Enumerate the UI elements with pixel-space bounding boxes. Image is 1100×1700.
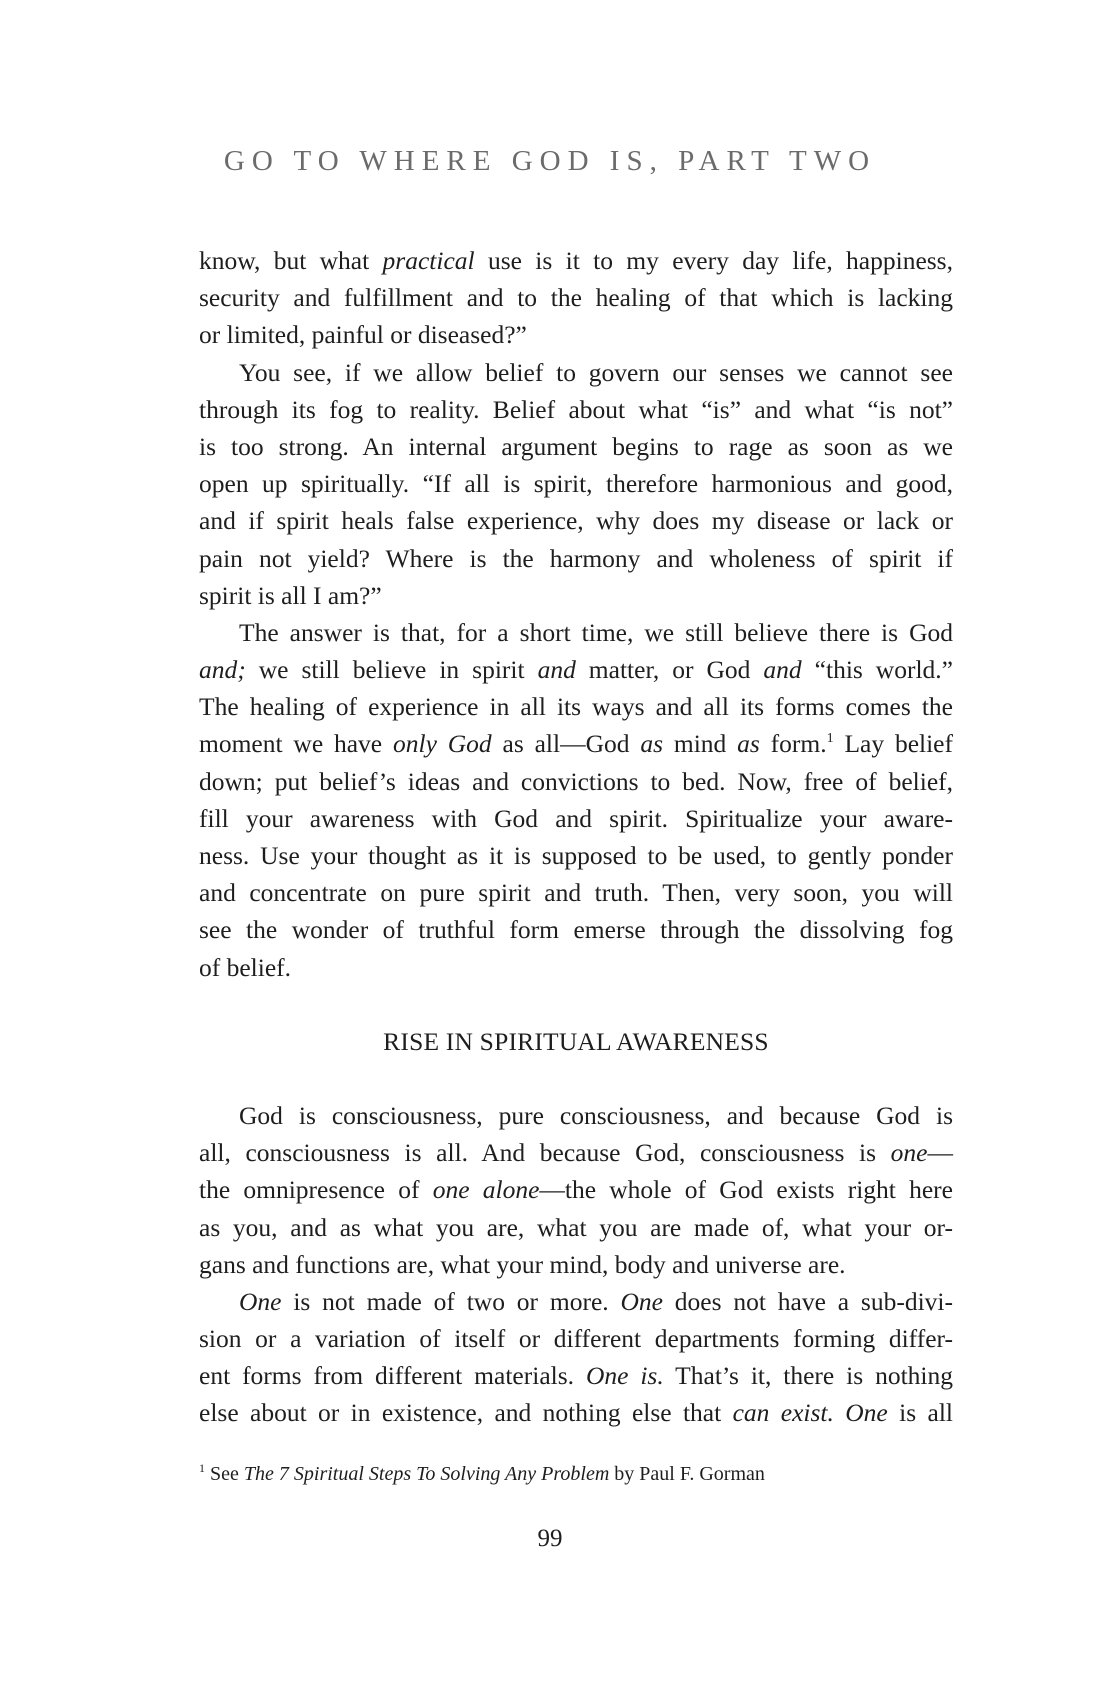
text-line: ent forms from different materials. One is. That’s it, there is nothing xyxy=(199,1361,953,1391)
body-text xyxy=(199,242,953,1432)
emphasis: as xyxy=(737,729,760,759)
text-line: gans and functions are, what your mind, body and universe are. xyxy=(199,1249,846,1279)
text-line: One is not made of two or more. One does not have a sub-divi- xyxy=(239,1286,953,1316)
text-line: security and fulfillment and to the healing of that which is lacking xyxy=(199,283,953,313)
text-line: as you, and as what you are, what you are made of, what your or- xyxy=(199,1212,953,1242)
footnote-marker: 1 xyxy=(199,1461,205,1475)
emphasis: only God xyxy=(392,729,492,759)
text-line: open up spiritually. “If all is spirit, therefore harmonious and good, xyxy=(199,469,953,499)
text-line: moment we have only God as all—God as mind as form.$^1$ Lay belief xyxy=(199,729,953,759)
text-line: spirit is all I am?” xyxy=(199,580,382,610)
text-line: or limited, painful or diseased?” xyxy=(199,320,527,350)
book-title: The 7 Spiritual Steps To Solving Any Problem xyxy=(243,1463,610,1485)
text-line: sion or a variation of itself or different departments forming differ- xyxy=(199,1324,953,1354)
text-line: see the wonder of truthful form emerse through the dissolving fog xyxy=(199,915,953,945)
section-heading: RISE IN SPIRITUAL AWARENESS xyxy=(383,1026,769,1056)
footnote-marker: 1 xyxy=(826,731,834,747)
text-line: and; we still believe in spirit and matter, or God and “this world.” xyxy=(199,655,953,685)
text-line: the omnipresence of one alone—the whole of God exists right here xyxy=(199,1175,953,1205)
emphasis: as xyxy=(640,729,664,759)
emphasis: One xyxy=(620,1286,663,1316)
emphasis: and xyxy=(537,655,576,685)
text-line: The answer is that, for a short time, we still believe there is God xyxy=(239,617,953,647)
emphasis: and xyxy=(763,655,802,685)
footnote: $^1$ See The 7 Spiritual Steps To Solving Any Problem by Paul F. Gorman xyxy=(199,1461,765,1485)
emphasis: one alone xyxy=(432,1175,540,1205)
text-line: else about or in existence, and nothing else that can exist. One is all xyxy=(199,1398,953,1428)
running-header: GO TO WHERE GOD IS, PART TWO xyxy=(223,145,877,177)
emphasis: practical xyxy=(382,246,475,275)
emphasis: can exist. xyxy=(732,1398,834,1428)
page-number: 99 xyxy=(537,1525,563,1552)
text-line: ness. Use your thought as it is supposed to be used, to gently ponder xyxy=(199,841,953,870)
text-line: of belief. xyxy=(199,952,292,982)
text-line: down; put belief’s ideas and convictions to bed. Now, free of belief, xyxy=(199,766,953,796)
text-line: The healing of experience in all its ways and all its forms comes the xyxy=(199,692,953,722)
emphasis: One xyxy=(845,1398,888,1428)
emphasis: One xyxy=(239,1286,282,1316)
emphasis: one xyxy=(890,1138,928,1168)
emphasis: and; xyxy=(199,655,246,685)
text-line: pain not yield? Where is the harmony and wholeness of spirit if xyxy=(199,543,953,573)
text-line: You see, if we allow belief to govern our senses we cannot see xyxy=(239,357,953,387)
text-line: God is consciousness, pure consciousness, and because God is xyxy=(239,1100,953,1130)
text-line: and concentrate on pure spirit and truth. Then, very soon, you will xyxy=(199,878,953,908)
text-line: and if spirit heals false experience, why does my disease or lack or xyxy=(199,506,953,536)
text-line: all, consciousness is all. And because God, consciousness is one— xyxy=(199,1138,953,1168)
text-line: is too strong. An internal argument begins to rage as soon as we xyxy=(199,431,953,461)
emphasis: One is. xyxy=(585,1361,664,1391)
text-line: know, but what practical use is it to my every day life, happiness, xyxy=(199,246,953,275)
text-line: fill your awareness with God and spirit. Spiritualize your aware- xyxy=(199,803,953,833)
text-line: through its fog to reality. Belief about what “is” and what “is not” xyxy=(199,394,953,424)
